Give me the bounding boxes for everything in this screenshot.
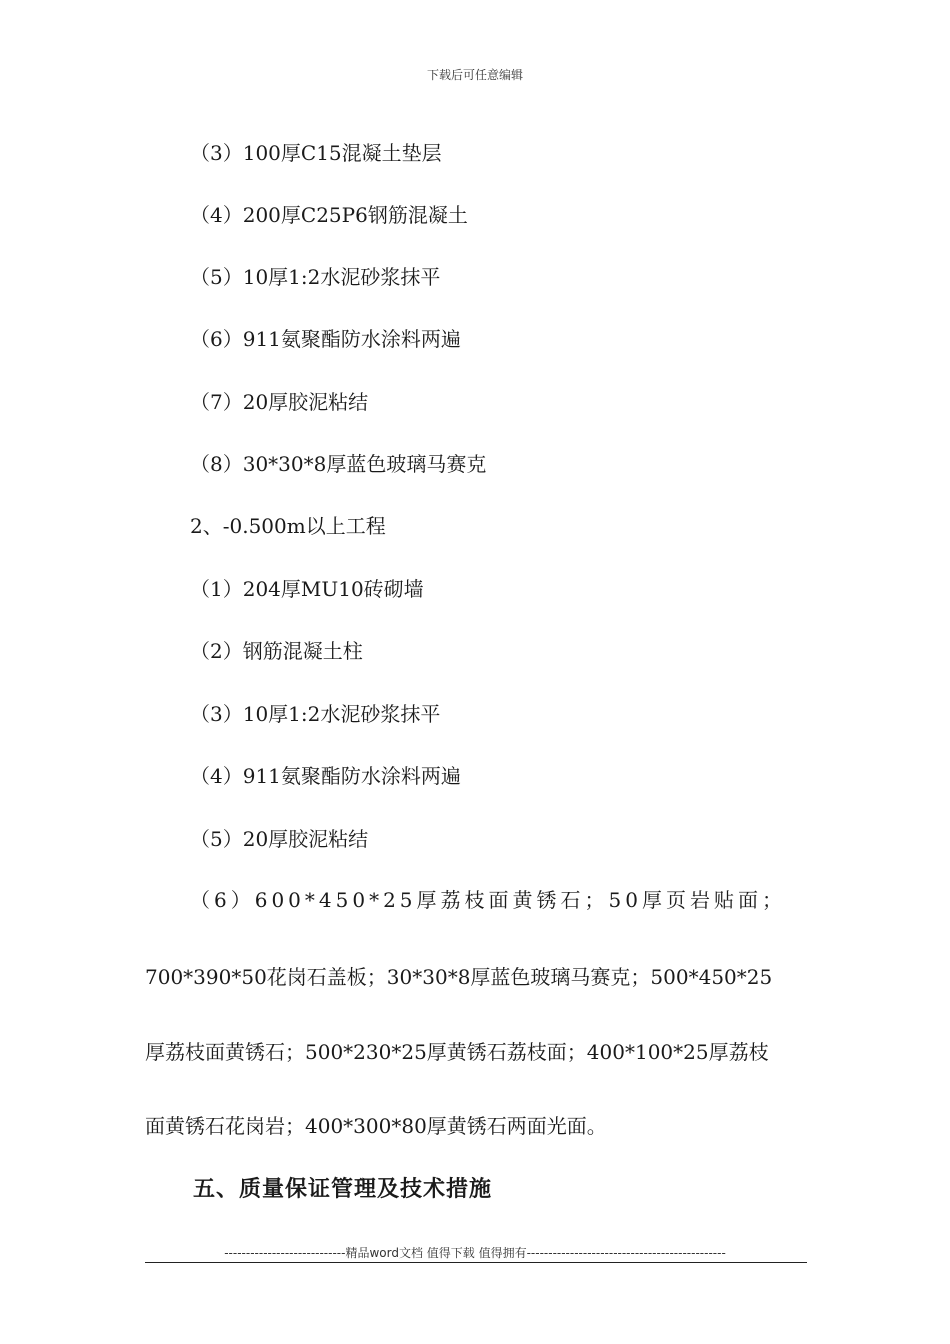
list-item: （2）钢筋混凝土柱 bbox=[190, 639, 363, 663]
paragraph-line: 面黄锈石花岗岩；400*300*80厚黄锈石两面光面。 bbox=[145, 1114, 607, 1138]
list-item: （8）30*30*8厚蓝色玻璃马赛克 bbox=[190, 452, 487, 476]
paragraph-line: 厚荔枝面黄锈石；500*230*25厚黄锈石荔枝面；400*100*25厚荔枝 bbox=[145, 1040, 769, 1064]
list-item: （5）10厚1:2水泥砂浆抹平 bbox=[190, 265, 441, 289]
list-item: （3）10厚1:2水泥砂浆抹平 bbox=[190, 702, 441, 726]
footer-divider bbox=[145, 1262, 807, 1263]
list-item: （3）100厚C15混凝土垫层 bbox=[190, 141, 442, 165]
section-heading: 五、质量保证管理及技术措施 bbox=[193, 1177, 493, 1202]
paragraph-line: （6）600*450*25厚荔枝面黄锈石；50厚页岩贴面； bbox=[190, 888, 786, 912]
list-item: （4）911氨聚酯防水涂料两遍 bbox=[190, 764, 461, 788]
list-item: （7）20厚胶泥粘结 bbox=[190, 390, 369, 414]
page-header: 下载后可任意编辑 bbox=[426, 68, 523, 82]
paragraph-line: 700*390*50花岗石盖板；30*30*8厚蓝色玻璃马赛克；500*450*25 bbox=[145, 965, 773, 989]
page-footer: ----------------------------精品word文档 值得下载 值得拥有---------------------------------------------- bbox=[224, 1246, 726, 1260]
list-item: （4）200厚C25P6钢筋混凝土 bbox=[190, 203, 468, 227]
list-item: （5）20厚胶泥粘结 bbox=[190, 827, 369, 851]
list-item: （6）911氨聚酯防水涂料两遍 bbox=[190, 327, 461, 351]
list-item: （1）204厚MU10砖砌墙 bbox=[190, 577, 424, 601]
section-title: 2、-0.500m以上工程 bbox=[190, 514, 386, 538]
